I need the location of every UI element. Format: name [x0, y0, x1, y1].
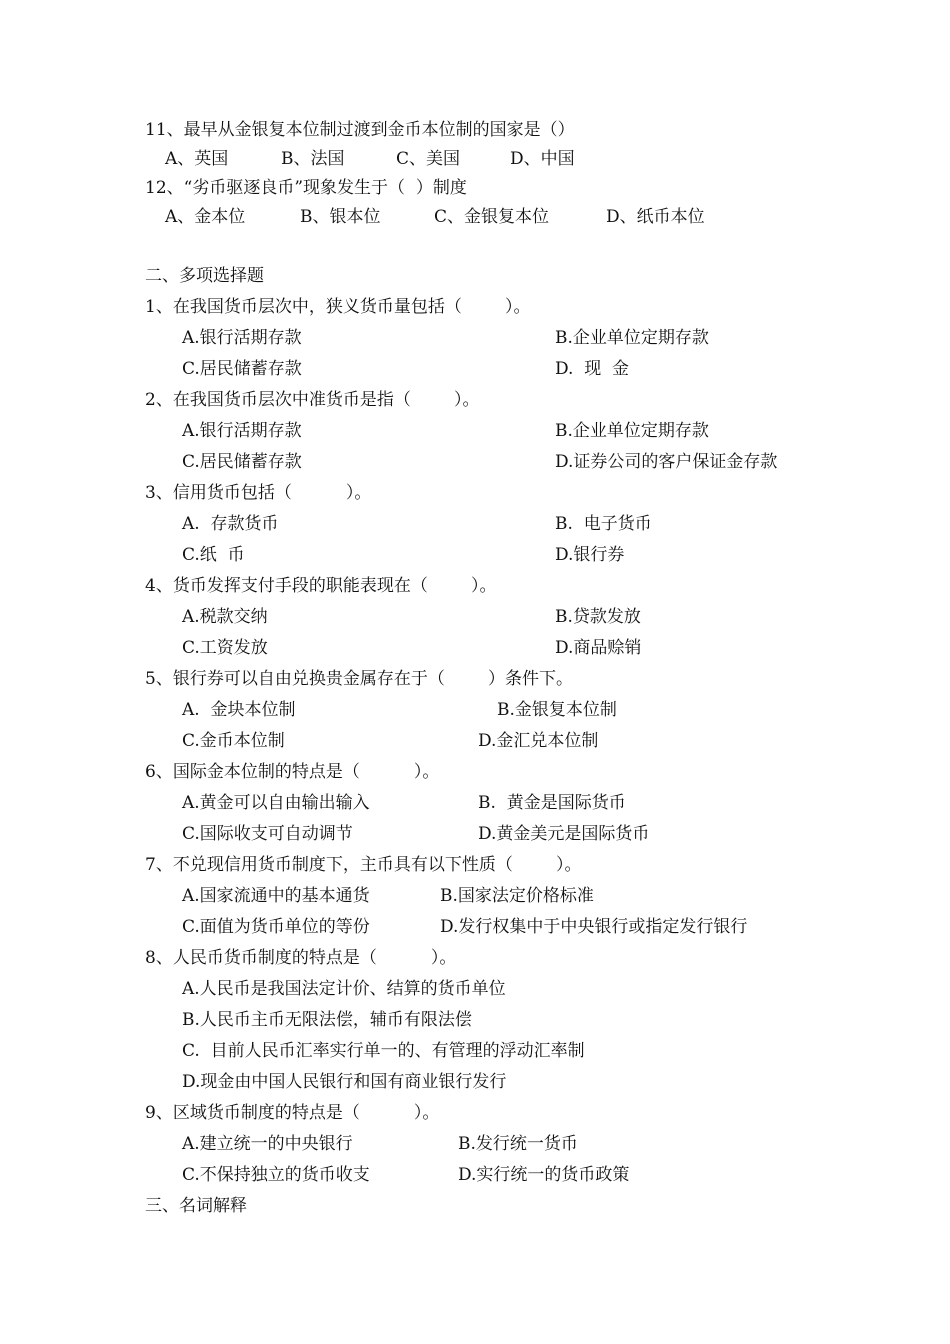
mc-3-option-d: D.银行券: [555, 545, 625, 565]
question-12-stem: 12、“劣币驱逐良币”现象发生于（ ）制度: [145, 178, 467, 198]
mc-8-option-a: A.人民币是我国法定计价、结算的货币单位: [182, 979, 506, 999]
question-11-option-a: A、英国: [165, 149, 229, 169]
section-2-title: 二、多项选择题: [145, 266, 264, 286]
mc-6-option-a: A.黄金可以自由输出输入: [182, 793, 370, 813]
mc-2-option-c: C.居民储蓄存款: [182, 452, 302, 472]
mc-3-option-b: B. 电子货币: [555, 514, 652, 534]
mc-7-option-c: C.面值为货币单位的等份: [182, 917, 370, 937]
mc-5-stem: 5、银行券可以自由兑换贵金属存在于（ ）条件下。: [145, 669, 574, 689]
mc-4-option-c: C.工资发放: [182, 638, 268, 658]
mc-4-option-a: A.税款交纳: [182, 607, 268, 627]
mc-9-option-a: A.建立统一的中央银行: [182, 1134, 353, 1154]
mc-1-option-c: C.居民储蓄存款: [182, 359, 302, 379]
mc-3-option-a: A. 存款货币: [182, 514, 279, 534]
mc-6-stem: 6、国际金本位制的特点是（ ）。: [145, 762, 440, 782]
mc-7-option-d: D.发行权集中于中央银行或指定发行银行: [440, 917, 748, 937]
mc-4-option-d: D.商品赊销: [555, 638, 642, 658]
question-12-option-a: A、金本位: [165, 207, 246, 227]
mc-6-option-c: C.国际收支可自动调节: [182, 824, 353, 844]
mc-9-option-b: B.发行统一货币: [458, 1134, 578, 1154]
mc-5-option-a: A. 金块本位制: [182, 700, 296, 720]
mc-6-option-b: B. 黄金是国际货币: [478, 793, 626, 813]
mc-1-option-b: B.企业单位定期存款: [555, 328, 709, 348]
section-3-title: 三、名词解释: [145, 1196, 247, 1216]
question-12-option-b: B、银本位: [300, 207, 381, 227]
question-11-option-d: D、中国: [510, 149, 575, 169]
mc-5-option-b: B.金银复本位制: [497, 700, 617, 720]
mc-3-option-c: C.纸 币: [182, 545, 245, 565]
mc-1-stem: 1、在我国货币层次中，狭义货币量包括（ ）。: [145, 297, 531, 317]
mc-5-option-c: C.金币本位制: [182, 731, 285, 751]
mc-6-option-d: D.黄金美元是国际货币: [478, 824, 650, 844]
mc-8-option-d: D.现金由中国人民银行和国有商业银行发行: [182, 1072, 507, 1092]
question-12-option-c: C、金银复本位: [434, 207, 550, 227]
mc-2-option-b: B.企业单位定期存款: [555, 421, 709, 441]
mc-1-option-a: A.银行活期存款: [182, 328, 302, 348]
mc-7-option-b: B.国家法定价格标准: [440, 886, 594, 906]
mc-4-option-b: B.贷款发放: [555, 607, 641, 627]
mc-8-stem: 8、人民币货币制度的特点是（ ）。: [145, 948, 457, 968]
mc-2-option-d: D.证券公司的客户保证金存款: [555, 452, 778, 472]
question-11-stem: 11、最早从金银复本位制过渡到金币本位制的国家是（）: [145, 120, 575, 140]
mc-2-stem: 2、在我国货币层次中准货币是指（ ）。: [145, 390, 480, 410]
mc-2-option-a: A.银行活期存款: [182, 421, 302, 441]
mc-9-stem: 9、区域货币制度的特点是（ ）。: [145, 1103, 440, 1123]
question-11-option-c: C、美国: [396, 149, 461, 169]
mc-9-option-d: D.实行统一的货币政策: [458, 1165, 630, 1185]
mc-5-option-d: D.金汇兑本位制: [478, 731, 599, 751]
mc-8-option-c: C. 目前人民币汇率实行单一的、有管理的浮动汇率制: [182, 1041, 585, 1061]
mc-1-option-d: D. 现 金: [555, 359, 630, 379]
mc-7-option-a: A.国家流通中的基本通货: [182, 886, 370, 906]
question-11-option-b: B、法国: [281, 149, 345, 169]
mc-8-option-b: B.人民币主币无限法偿，辅币有限法偿: [182, 1010, 472, 1030]
question-12-option-d: D、纸币本位: [606, 207, 705, 227]
mc-3-stem: 3、信用货币包括（ ）。: [145, 483, 372, 503]
mc-9-option-c: C.不保持独立的货币收支: [182, 1165, 370, 1185]
mc-4-stem: 4、货币发挥支付手段的职能表现在（ ）。: [145, 576, 497, 596]
mc-7-stem: 7、不兑现信用货币制度下，主币具有以下性质（ ）。: [145, 855, 582, 875]
